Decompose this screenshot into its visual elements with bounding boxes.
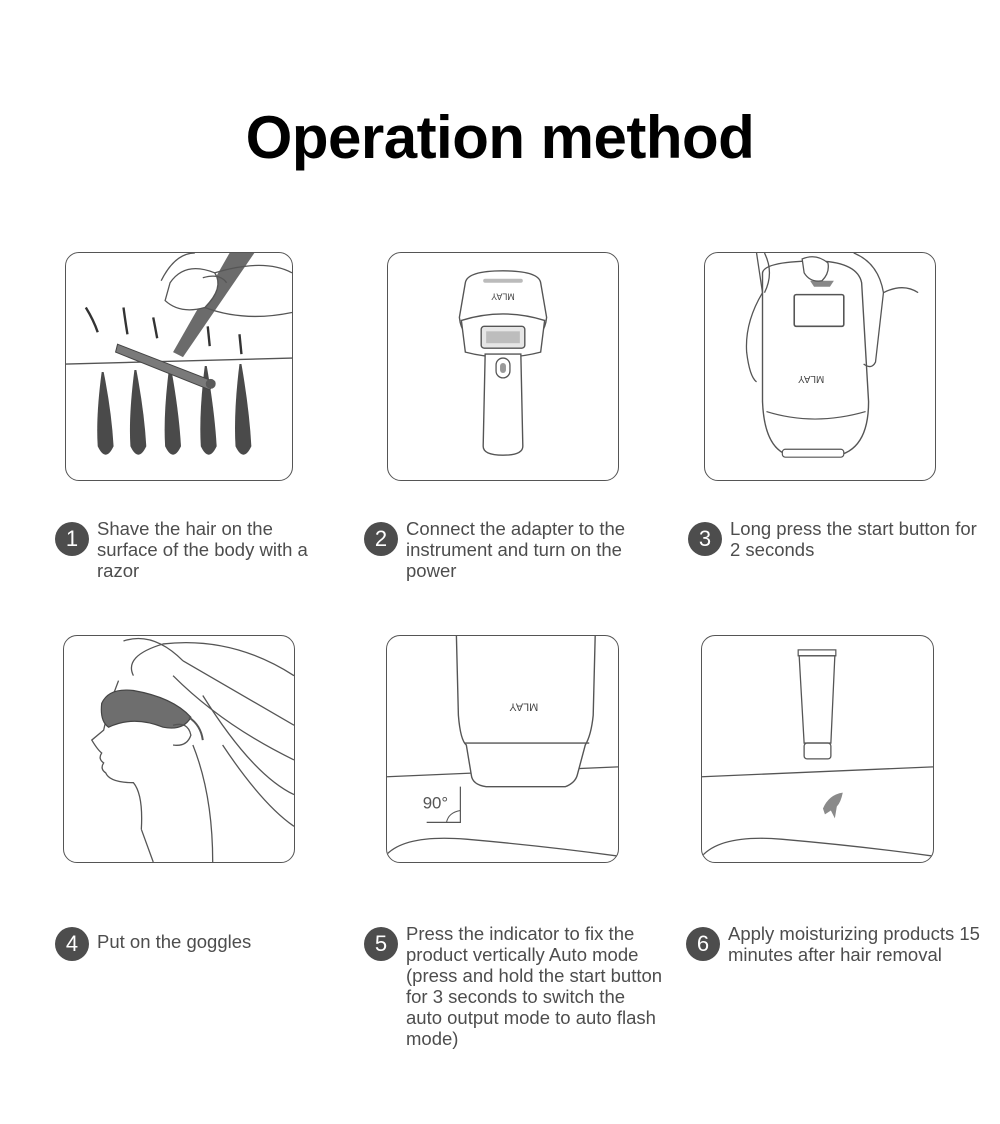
step-number-badge: 6 — [686, 927, 720, 961]
goggles-illustration — [64, 636, 294, 862]
illustration-long-press — [704, 252, 936, 481]
razor-illustration — [66, 253, 292, 480]
step-number-badge: 3 — [688, 522, 722, 556]
step-number-badge: 2 — [364, 522, 398, 556]
svg-text:MLAY: MLAY — [509, 700, 539, 713]
step-1 — [55, 518, 330, 581]
svg-text:MLAY: MLAY — [797, 372, 825, 384]
illustration-vertical — [386, 635, 619, 863]
device-vertical-illustration — [387, 636, 618, 862]
svg-text:90°: 90° — [422, 793, 449, 813]
step-2 — [364, 518, 654, 581]
step-description: Shave the hair on the surface of the body with a razor — [97, 518, 308, 581]
illustration-connect — [387, 252, 619, 481]
step-4 — [55, 923, 330, 961]
device-hand-illustration — [705, 253, 935, 480]
step-number-badge: 4 — [55, 927, 89, 961]
step-number-badge: 5 — [364, 927, 398, 961]
svg-text:MLAY: MLAY — [491, 291, 515, 302]
illustration-moisturize — [701, 635, 934, 863]
illustration-shave — [65, 252, 293, 481]
step-5 — [364, 923, 664, 1049]
step-number-badge: 1 — [55, 522, 89, 556]
step-6 — [686, 923, 980, 965]
device-front-illustration — [388, 253, 618, 480]
step-description: Apply moisturizing products 15 minutes after hair removal — [728, 923, 980, 965]
step-description: Put on the goggles — [97, 931, 252, 952]
illustration-goggles — [63, 635, 295, 863]
step-description: Press the indicator to fix the product vertically Auto mode (press and hold the start button for 3 seconds to switch the auto output mode to auto flash mode) — [406, 923, 663, 1049]
page-title: Operation method — [245, 104, 755, 171]
step-3 — [688, 518, 978, 560]
tube-illustration — [702, 636, 933, 862]
step-description: Connect the adapter to the instrument and turn on the power — [406, 518, 626, 581]
step-description: Long press the start button for 2 seconds — [730, 518, 977, 560]
